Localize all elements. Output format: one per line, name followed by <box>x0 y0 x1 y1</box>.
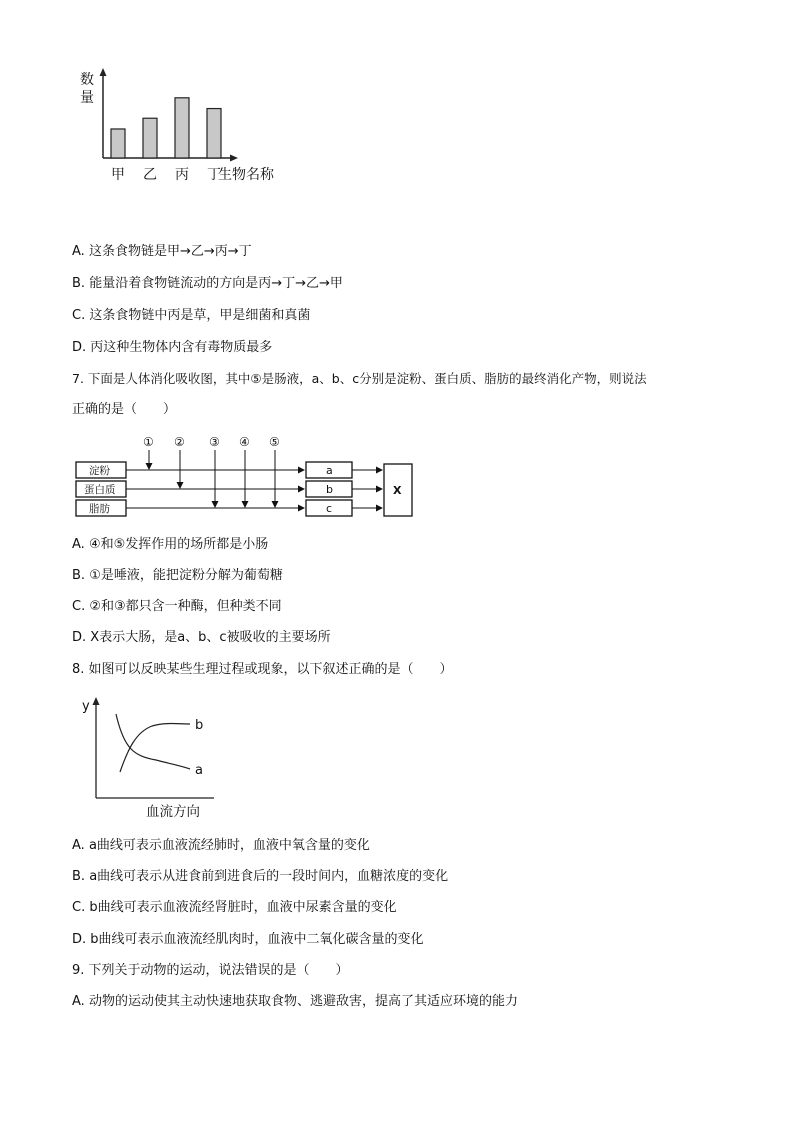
q6-option-a[interactable] <box>72 243 252 261</box>
option-key: B. <box>72 276 86 291</box>
q7-stem-line2: 正确的是（ ） <box>72 402 177 417</box>
marker-1: ① <box>143 435 154 449</box>
q9-option-a[interactable] <box>72 993 518 1011</box>
option-key: C. <box>72 900 86 915</box>
option-key: D. <box>72 340 87 355</box>
option-text: 动物的运动使其主动快速地获取食物、逃避敌害，提高了其适应环境的能力 <box>88 994 518 1009</box>
option-text: ④和⑤发挥作用的场所都是小肠 <box>88 537 269 552</box>
option-text: b曲线可表示血液流经肌肉时，血液中二氧化碳含量的变化 <box>90 932 424 947</box>
y-axis-label-1: 数 <box>80 72 94 88</box>
q7-option-d[interactable] <box>72 629 331 647</box>
bar-3 <box>175 98 189 158</box>
q6-option-b[interactable] <box>72 275 343 293</box>
x-axis-arrow <box>230 155 238 162</box>
question-number: 8. <box>72 662 85 677</box>
q7-stem-line1 <box>72 370 647 388</box>
option-key: A. <box>72 994 85 1009</box>
category-label-4: 丁 <box>207 167 221 183</box>
line-chart <box>76 694 226 824</box>
curve-a <box>116 714 190 769</box>
marker-4: ④ <box>239 435 250 449</box>
q7-option-c[interactable] <box>72 598 282 616</box>
option-text: 能量沿着食物链流动的方向是丙→丁→乙→甲 <box>89 276 343 291</box>
q8-option-d[interactable] <box>72 931 424 949</box>
option-key: D. <box>72 932 87 947</box>
bar-2 <box>143 118 157 158</box>
option-key: D. <box>72 630 87 645</box>
option-key: C. <box>72 599 86 614</box>
question-stem: 下列关于动物的运动，说法错误的是（ ） <box>88 963 349 978</box>
question-stem: 如图可以反映某些生理过程或现象，以下叙述正确的是（ ） <box>88 662 453 677</box>
option-key: C. <box>72 308 86 323</box>
option-text: 这条食物链中丙是草，甲是细菌和真菌 <box>89 308 311 323</box>
category-label-2: 乙 <box>143 167 157 183</box>
y-axis-label: y <box>82 699 90 714</box>
option-text: ②和③都只含一种酶，但种类不同 <box>89 599 282 614</box>
y-axis-arrow <box>100 68 107 76</box>
y-axis-arrow <box>93 697 100 705</box>
product-c: c <box>326 502 333 515</box>
input-starch: 淀粉 <box>89 465 110 477</box>
option-key: A. <box>72 838 85 853</box>
q8-option-b[interactable] <box>72 868 448 886</box>
option-text: ①是唾液，能把淀粉分解为葡萄糖 <box>89 568 283 583</box>
option-text: X表示大肠，是a、b、c被吸收的主要场所 <box>90 630 331 645</box>
bar-4 <box>207 109 221 158</box>
option-text: 这条食物链是甲→乙→丙→丁 <box>88 244 252 259</box>
q9-stem <box>72 962 349 980</box>
category-label-3: 丙 <box>175 167 189 183</box>
option-key: A. <box>72 244 85 259</box>
q6-option-d[interactable] <box>72 339 272 357</box>
q8-option-c[interactable] <box>72 899 397 917</box>
q7-option-a[interactable] <box>72 536 268 554</box>
option-key: B. <box>72 869 86 884</box>
question-number: 9. <box>72 963 85 978</box>
input-protein: 蛋白质 <box>84 484 116 496</box>
option-text: b曲线可表示血液流经肾脏时，血液中尿素含量的变化 <box>89 900 397 915</box>
q8-option-a[interactable] <box>72 837 370 855</box>
product-b: b <box>326 483 333 496</box>
x-axis-label: 生物名称 <box>218 167 274 183</box>
series-label-b: b <box>195 718 204 733</box>
option-key: B. <box>72 568 86 583</box>
question-number: 7. <box>72 371 84 386</box>
final-x: X <box>393 484 402 497</box>
option-key: A. <box>72 537 85 552</box>
option-text: 丙这种生物体内含有毒物质最多 <box>90 340 273 355</box>
series-label-a: a <box>195 763 203 778</box>
category-label-1: 甲 <box>111 167 125 183</box>
q6-option-c[interactable] <box>72 307 310 325</box>
x-axis-label: 血流方向 <box>146 804 200 820</box>
product-a: a <box>326 464 333 477</box>
marker-3: ③ <box>209 435 220 449</box>
q7-option-b[interactable] <box>72 567 283 585</box>
bar-1 <box>111 129 125 158</box>
bar-chart <box>70 64 290 192</box>
q8-stem <box>72 661 453 679</box>
question-stem: 下面是人体消化吸收图，其中⑤是肠液，a、b、c分别是淀粉、蛋白质、脂肪的最终消化产物，则说法 <box>87 371 647 386</box>
curve-b <box>120 724 190 773</box>
digestion-diagram <box>72 432 420 524</box>
y-axis-label-2: 量 <box>80 90 94 106</box>
input-fat: 脂肪 <box>89 503 110 515</box>
marker-2: ② <box>174 435 185 449</box>
option-text: a曲线可表示从进食前到进食后的一段时间内，血糖浓度的变化 <box>89 869 449 884</box>
option-text: a曲线可表示血液流经肺时，血液中氧含量的变化 <box>88 838 370 853</box>
marker-5: ⑤ <box>269 435 280 449</box>
